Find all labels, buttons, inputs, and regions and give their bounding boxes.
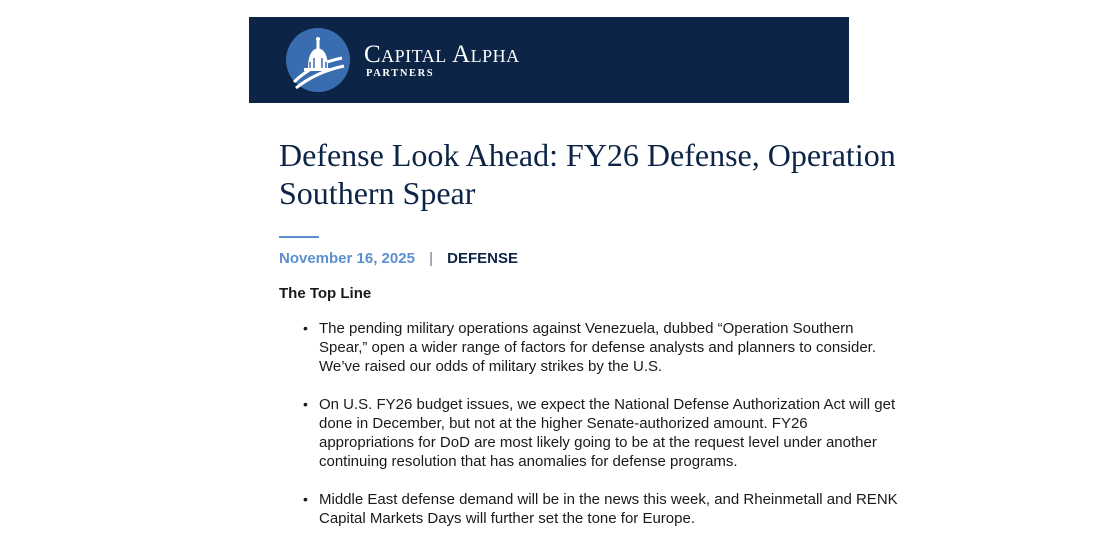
bullet-icon: • [303,396,308,412]
top-line-list [298,319,904,547]
list-item [303,319,904,376]
article-meta [279,249,518,269]
article-date: November 16, 2025 [279,250,415,267]
list-item [303,395,904,471]
list-item [303,490,904,528]
accent-rule [279,236,319,238]
meta-separator: | [429,250,433,267]
article-category[interactable]: DEFENSE [447,250,519,267]
list-item-text: On U.S. FY26 budget issues, we expect the National Defense Authorization Act will get done in December, but not at the higher Senate-authorized amount. FY26 appropriations for DoD are most likely going to be at the request level under another continuing resolution that has anomalies for defense programs. [319,396,896,470]
list-item-text: The pending military operations against Venezuela, dubbed “Operation Southern Spear,” open a wider range of factors for defense analysts and planners to consider. We’ve raised our odds of military strikes by the U.S. [319,320,877,375]
brand-subtitle: PARTNERS [366,68,435,79]
bullet-icon: • [303,491,308,507]
article-title: Defense Look Ahead: FY26 Defense, Operation Southern Spear [279,137,896,211]
brand-wordmark[interactable] [364,42,520,80]
header-banner [249,17,849,103]
capitol-dome-logo-icon[interactable] [286,28,350,92]
section-heading: The Top Line [279,285,372,302]
brand-name: Capital Alpha [364,41,520,68]
bullet-icon: • [303,320,308,336]
list-item-text: Middle East defense demand will be in the news this week, and Rheinmetall and RENK Capital Markets Days will further set the tone for Europe. [319,491,898,527]
